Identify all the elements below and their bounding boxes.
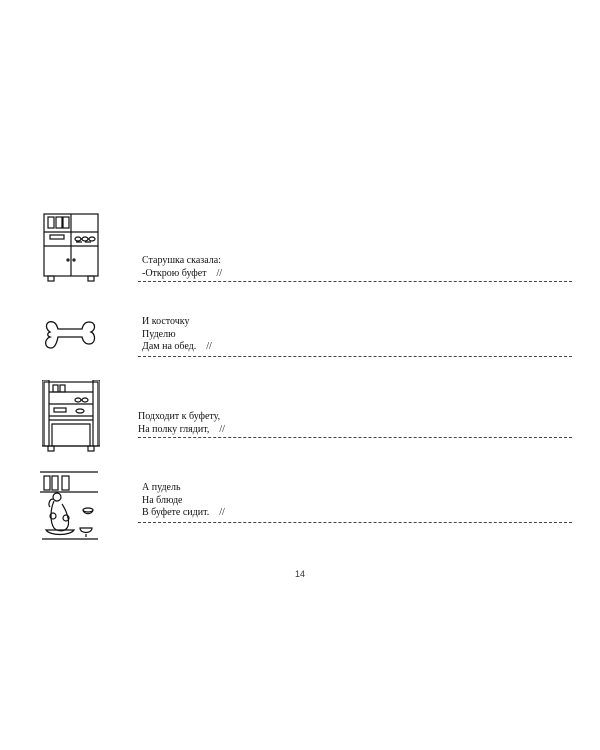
verse-line: На блюде — [142, 494, 183, 506]
verse-line: -Открою буфет // — [142, 267, 223, 279]
stanza-1-text — [142, 255, 222, 280]
page-number: 14 — [294, 569, 305, 579]
pause-mark: // — [216, 267, 223, 279]
verse-line: Подходит к буфету, — [138, 411, 221, 422]
verse-line: Дам на обед. // — [142, 341, 212, 352]
pause-mark: // — [219, 423, 225, 435]
pause-mark: // — [206, 341, 212, 352]
pause-mark: // — [219, 507, 225, 518]
bone-icon — [42, 318, 98, 358]
poodle-on-dish-icon — [40, 470, 100, 542]
verse-line: И косточку — [142, 316, 190, 327]
cupboard-closed-icon — [42, 212, 100, 284]
verse-line: А пудель — [142, 482, 181, 493]
stanza-2-text — [142, 316, 212, 354]
answer-line — [138, 281, 572, 282]
answer-line — [138, 522, 572, 523]
stanza-3-text — [138, 411, 225, 436]
verse-line: Пуделю — [142, 328, 176, 340]
verse-line: В буфете сидит. // — [142, 507, 225, 518]
verse-line: На полку глядит, // — [138, 423, 225, 435]
verse-line: Старушка сказала: — [142, 255, 221, 266]
stanza-4-text — [142, 482, 225, 520]
answer-line — [138, 356, 572, 357]
cupboard-open-icon — [42, 380, 100, 452]
answer-line — [138, 437, 572, 438]
